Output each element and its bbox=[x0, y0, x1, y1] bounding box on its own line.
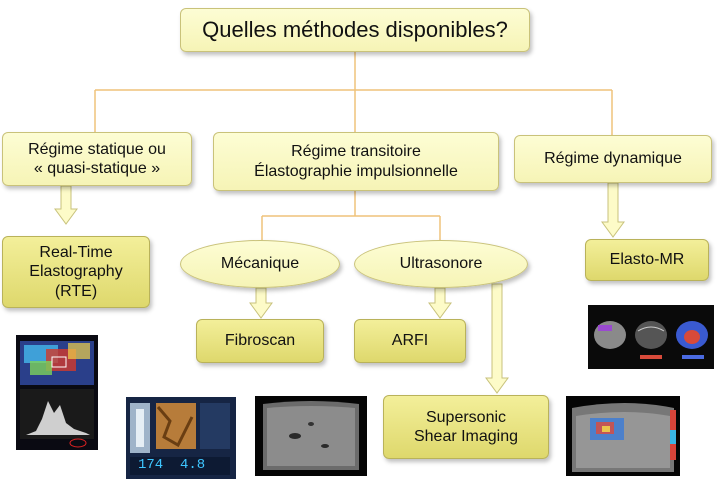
arrow-dynamic-elastomr bbox=[602, 183, 624, 237]
fibroscan-node bbox=[196, 319, 324, 363]
transient-regime-line1: Régime transitoire bbox=[291, 143, 421, 161]
rte-ultrasound-image bbox=[16, 335, 98, 450]
ssi-line1: Supersonic bbox=[425, 408, 507, 426]
rte-line2: Elastography bbox=[29, 263, 123, 281]
dynamic-regime-node bbox=[514, 135, 712, 183]
arfi-liver-image bbox=[255, 396, 367, 476]
static-regime-node bbox=[2, 132, 192, 186]
dynamic-regime-label: Régime dynamique bbox=[544, 150, 682, 168]
static-regime-line2: « quasi-statique » bbox=[33, 160, 161, 177]
transient-regime-line2: Élastographie impulsionnelle bbox=[254, 162, 458, 180]
mechanical-node bbox=[180, 240, 340, 288]
arrow-ultrasonic-arfi bbox=[429, 288, 451, 318]
ssi-line2: Shear Imaging bbox=[413, 428, 519, 445]
elasto-mr-label: Elasto-MR bbox=[609, 251, 685, 269]
root-label: Quelles méthodes disponibles? bbox=[202, 16, 508, 42]
arrow-static-rte bbox=[55, 186, 77, 224]
ultrasonic-node bbox=[354, 240, 528, 288]
fibroscan-readout: 174 4.8 bbox=[138, 457, 206, 473]
elasto-mr-image bbox=[588, 305, 714, 369]
rte-line3: (RTE) bbox=[54, 282, 98, 300]
rte-node bbox=[2, 236, 150, 308]
elasto-mr-node bbox=[585, 239, 709, 281]
arfi-node bbox=[354, 319, 466, 363]
mechanical-label: Mécanique bbox=[220, 255, 300, 273]
rte-line1: Real-Time bbox=[39, 244, 113, 262]
arrow-mechanical-fibroscan bbox=[250, 288, 272, 318]
root-node bbox=[180, 8, 530, 52]
arrow-ultrasonic-ssi bbox=[486, 284, 508, 393]
fibroscan-image bbox=[126, 397, 236, 479]
ultrasonic-label: Ultrasonore bbox=[399, 255, 483, 273]
arfi-label: ARFI bbox=[391, 332, 429, 350]
ssi-node bbox=[383, 395, 549, 459]
static-regime-line1: Régime statique ou bbox=[28, 140, 166, 158]
fibroscan-label: Fibroscan bbox=[224, 332, 296, 350]
transient-regime-node bbox=[213, 132, 499, 191]
ssi-elastography-image bbox=[566, 396, 680, 476]
